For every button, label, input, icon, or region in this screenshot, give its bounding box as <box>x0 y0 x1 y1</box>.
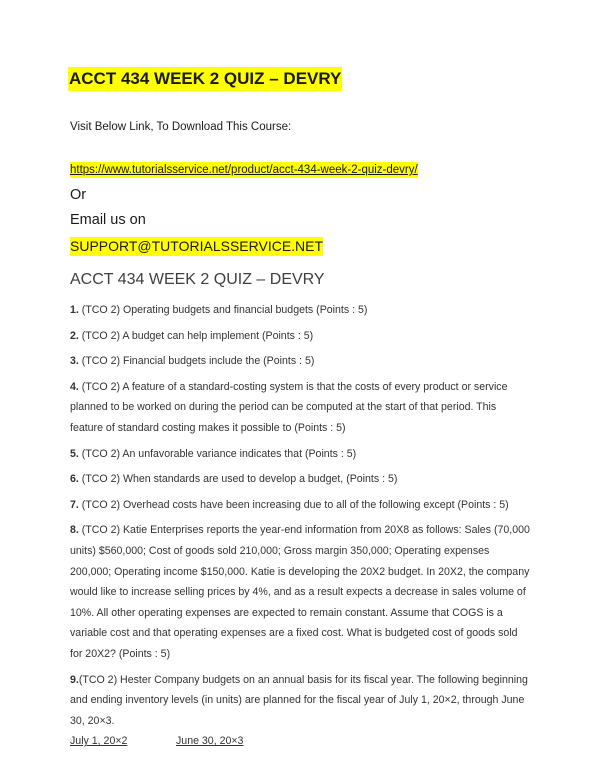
question-text: (TCO 2) A budget can help implement (Points : 5) <box>78 329 314 342</box>
question-item <box>70 351 530 372</box>
question-number: 3. <box>70 355 79 368</box>
support-email[interactable]: SUPPORT@TUTORIALSSERVICE.NET <box>70 238 324 254</box>
question-item <box>70 469 530 490</box>
question-number: 9. <box>70 673 79 686</box>
question-text: (TCO 2) Overhead costs have been increasing due to all of the following except (Points : 5) <box>78 498 509 511</box>
download-link[interactable]: https://www.tutorialsservice.net/product/acct-434-week-2-quiz-devry/ <box>70 164 418 176</box>
question-item <box>70 377 530 439</box>
question-text: (TCO 2) An unfavorable variance indicates that (Points : 5) <box>78 447 357 460</box>
question-number: 8. <box>70 524 79 537</box>
question-number: 7. <box>70 498 79 511</box>
document-title: ACCT 434 WEEK 2 QUIZ – DEVRY <box>68 67 342 91</box>
inventory-col-begin: July 1, 20×2 <box>70 735 128 748</box>
question-item <box>70 495 530 516</box>
question-number: 2. <box>70 329 79 342</box>
question-number: 4. <box>70 380 79 393</box>
or-text: Or <box>70 187 87 203</box>
question-text: (TCO 2) A feature of a standard-costing system is that the costs of every product or service planned to be worked on during the period can be computed at the start of that period. This feature of standard costing makes it possible to (Points : 5) <box>70 380 508 434</box>
question-item <box>70 300 530 321</box>
question-number: 1. <box>70 304 79 316</box>
question-item <box>70 520 530 664</box>
visit-text: Visit Below Link, To Download This Course: <box>70 121 292 133</box>
inventory-col-end: June 30, 20×3 <box>176 735 244 748</box>
email-label: Email us on <box>70 212 146 228</box>
question-text: (TCO 2) Operating budgets and financial budgets (Points : 5) <box>78 304 368 316</box>
section-heading: ACCT 434 WEEK 2 QUIZ – DEVRY <box>70 271 325 288</box>
question-item <box>70 326 530 347</box>
question-item <box>70 444 530 465</box>
question-number: 5. <box>70 447 79 460</box>
question-item <box>70 670 530 752</box>
question-text: (TCO 2) Hester Company budgets on an annual basis for its fiscal year. The following beginning and ending inventory levels (in units) are planned for the fiscal year of July 1, 20×2, through June 30, 20×3. <box>70 673 528 727</box>
question-text: (TCO 2) When standards are used to develop a budget, (Points : 5) <box>78 473 398 486</box>
question-list <box>70 300 530 752</box>
question-text: (TCO 2) Financial budgets include the (Points : 5) <box>78 355 315 368</box>
question-number: 6. <box>70 473 79 486</box>
question-text: (TCO 2) Katie Enterprises reports the year-end information from 20X8 as follows: Sales (70,000 units) $560,000; Cost of goods sold 210,000; Gross margin 350,000; Operating expenses 200,000; Operating income $150,000. Katie is developing the 20X2 budget. In 20X2, the company would like to increase selling prices by 4%, and as a result expects a decrease in sales volume of 10%. All other operating expenses are expected to remain constant. Assume that COGS is a variable cost and that operating expenses are a fixed cost. What is budgeted cost of goods sold for 20X2? (Points : 5) <box>70 524 530 660</box>
inventory-header-row <box>70 731 530 752</box>
